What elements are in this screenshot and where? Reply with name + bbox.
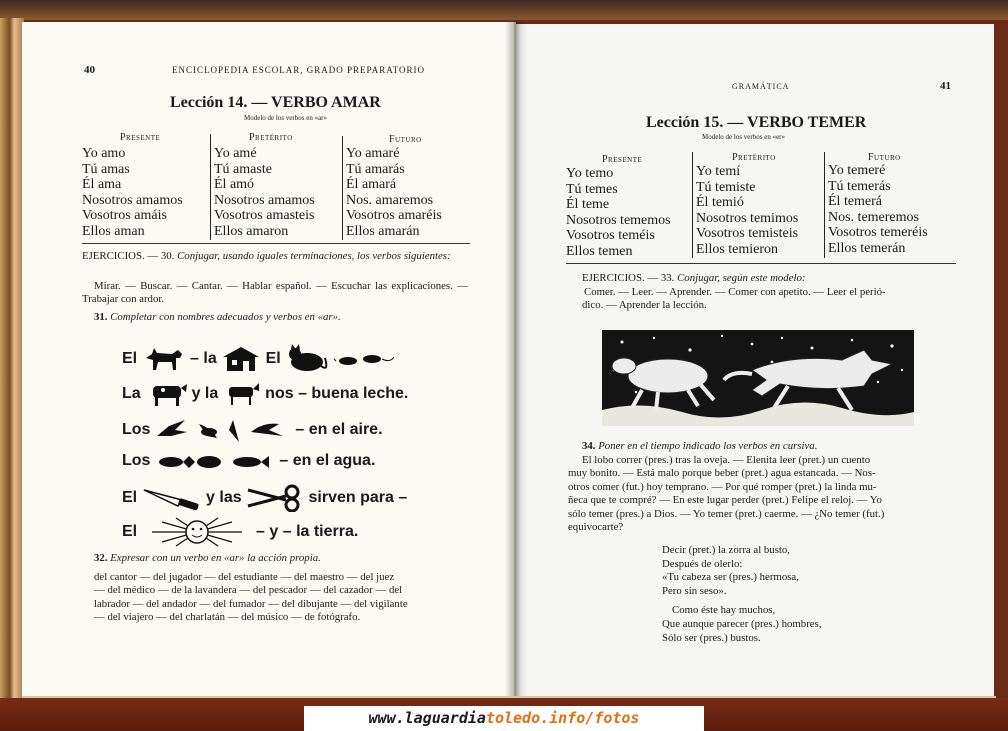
knife-icon (142, 486, 202, 510)
exercise-33-body (582, 286, 962, 313)
column-divider (692, 152, 693, 258)
verb-form: Nosotros amamos (214, 192, 315, 208)
text-line: labrador — del andador — del fumador — del dibujante — del vigilante (94, 597, 408, 610)
rebus-word: Los (122, 452, 151, 470)
poem-line: Pero sin seso». (662, 584, 727, 597)
exercise-30 (82, 250, 468, 263)
poem-line: Sólo ser (pres.) bustos. (662, 631, 761, 644)
verb-form: Nos. temeremos (828, 209, 919, 225)
col-heading-futuro: Futuro (389, 134, 422, 145)
poem-line: Como éste hay muchos, (672, 604, 776, 617)
conjugation-column (566, 166, 671, 260)
column-divider (210, 134, 211, 240)
rebus-word: Los (122, 421, 151, 439)
verb-form: Ellos aman (82, 223, 145, 239)
text-line: del cantor — del jugador — del estudiante — del maestro — del juez (94, 571, 395, 583)
exercise-instruction: Expresar con un verbo en «ar» la acción propia. (110, 552, 321, 564)
verb-form: Ellos amarán (346, 223, 420, 239)
rebus-word: sirven para – (308, 489, 408, 507)
verb-form: Él temió (696, 195, 744, 211)
poem-line: Después de olerlo: (662, 557, 743, 570)
verb-form: Tú amas (82, 161, 130, 177)
verb-form: Yo amo (82, 146, 126, 161)
sun-icon (142, 516, 252, 548)
rebus-word: La (122, 385, 141, 403)
page-number: 40 (84, 64, 95, 76)
exercise-32-body (94, 571, 470, 625)
column-divider (824, 152, 825, 258)
verb-form: Vosotros temisteis (696, 226, 799, 242)
rebus-word: – en el aire. (295, 421, 383, 439)
rebus-word: nos – buena leche. (265, 385, 409, 403)
cow-icon (145, 380, 187, 408)
verb-form: Ellos temerán (828, 240, 906, 256)
verb-form: Yo temo (566, 166, 614, 181)
birds-icon (155, 416, 291, 444)
rebus-row (122, 484, 407, 512)
exercise-number: 34. (582, 440, 596, 452)
exercise-instruction: Conjugar, usando iguales terminaciones, los verbos siguientes: (177, 250, 451, 262)
exercise-30-body: Mirar. — Buscar. — Cantar. — Hablar español. — Escuchar las explicaciones. — Trabajar con ardor. (82, 280, 468, 306)
book-spine-shadow (505, 22, 527, 698)
verb-form: Ellos amaron (214, 223, 289, 239)
left-page (22, 22, 516, 698)
text-line: equivocarte? (568, 521, 624, 534)
verb-form: Vosotros temeréis (828, 225, 928, 241)
page-number: 41 (940, 80, 951, 92)
poem-line: Que aunque parecer (pres.) hombres, (662, 617, 822, 630)
verb-form: Nosotros tememos (566, 212, 671, 228)
conjugation-column (346, 146, 442, 240)
text-line: — del médico — de la lavandera — del pescador — del cazador — del (94, 584, 403, 597)
verb-form: Él amó (214, 177, 255, 193)
exercise-33 (582, 272, 962, 285)
watermark-text-accent: toledo.info/fotos (485, 709, 640, 727)
col-heading-presente: Presente (120, 132, 161, 143)
scissors-icon (246, 484, 304, 512)
cat-icon (285, 344, 329, 374)
verb-form: Vosotros amaréis (346, 208, 442, 224)
fish-icon (155, 450, 275, 472)
col-heading-preterito: Pretérito (249, 132, 293, 143)
verb-form: Ellos temieron (696, 241, 779, 257)
rebus-word: – y – la tierra. (256, 523, 359, 541)
verb-form: Él temerá (828, 194, 883, 210)
rebus-word: – en el agua. (279, 452, 376, 470)
text-line: Comer. — Leer. — Aprender. — Comer con apetito. — Leer el perió- (584, 286, 886, 298)
verb-form: Él teme (566, 197, 610, 213)
lesson-title: Lección 14. — VERBO AMAR (170, 94, 381, 111)
scan-top-edge (0, 0, 1008, 20)
col-heading-futuro: Futuro (868, 152, 901, 163)
exercise-lead: EJERCICIOS. — 30. (82, 250, 175, 262)
col-heading-presente: Presente (602, 154, 643, 165)
poem-line: «Tu cabeza ser (pres.) hermosa, (662, 571, 799, 584)
verb-form: Tú amaste (214, 161, 272, 177)
right-page (516, 24, 994, 696)
exercise-instruction: Poner en el tiempo indicado los verbos en cursiva. (598, 440, 818, 452)
verb-form: Yo temí (696, 164, 741, 179)
text-line: otros comer (fut.) hoy temprano. — Por qué romper (pret.) la linda mu- (568, 480, 877, 493)
verb-form: Vosotros amasteis (214, 208, 315, 224)
poem-line: Decir (pret.) la zorra al busto, (662, 544, 791, 556)
verb-form: Él amará (346, 177, 397, 193)
text-line: sólo temer (pres.) a Dios. — Yo temer (pret.) caerme. — ¿No temer (fut.) (568, 507, 885, 520)
exercise-34 (582, 440, 962, 453)
exercise-31 (94, 311, 470, 324)
verb-form: Tú temerás (828, 178, 891, 194)
conjugation-column (696, 164, 798, 258)
rebus-word: y la (191, 385, 219, 403)
exercise-lead: EJERCICIOS. — 33. (582, 272, 675, 284)
exercise-instruction: Completar con nombres adecuados y verbos en «ar». (110, 311, 341, 323)
wolf-sheep-illustration (602, 330, 914, 426)
verb-form: Él ama (82, 177, 122, 193)
rebus-word: El (122, 523, 138, 541)
verb-form: Vosotros amáis (82, 208, 167, 224)
exercise-instruction: Conjugar, según este modelo: (677, 272, 806, 284)
rebus-word: El (122, 489, 138, 507)
text-line: El lobo correr (pres.) tras la oveja. — Elenita leer (pret.) un cuento (582, 454, 871, 466)
verb-form: Tú temiste (696, 179, 756, 195)
exercise-number: 32. (94, 552, 108, 564)
verb-form: Nos. amaremos (346, 192, 434, 208)
verb-form: Nosotros amamos (82, 192, 183, 208)
running-header: ENCICLOPEDIA ESCOLAR, GRADO PREPARATORIO (172, 65, 426, 75)
rebus-row (122, 450, 375, 472)
goat-icon (223, 381, 261, 407)
exercise-number: 31. (94, 311, 108, 323)
house-icon (221, 345, 261, 373)
mice-icon (334, 349, 394, 369)
verb-form: Yo amé (214, 146, 257, 161)
dog-icon (142, 344, 186, 374)
exercise-32 (94, 552, 470, 565)
running-header: GRAMÁTICA (732, 82, 790, 91)
text-line: dico. — Aprender la lección. (582, 299, 707, 312)
rule (566, 263, 956, 264)
conjugation-column (828, 163, 928, 257)
rebus-word: – la (190, 350, 217, 368)
conjugation-column (82, 146, 183, 240)
col-heading-preterito: Pretérito (732, 152, 776, 163)
book-edge (0, 18, 24, 708)
verb-form: Nosotros temimos (696, 210, 799, 226)
text-line: muy bonito. — Está malo porque beber (pret.) agua estancada. — Nos- (568, 467, 876, 480)
verb-form: Tú amarás (346, 161, 405, 177)
rebus-row (122, 344, 394, 374)
column-divider (342, 136, 343, 240)
watermark-text: www.laguardia (368, 709, 486, 727)
text-line: ñeca que te compré? — En este lugar perder (pret.) Felipe el reloj. — Yo (568, 494, 882, 507)
rebus-row (122, 380, 408, 408)
verb-form: Ellos temen (566, 243, 633, 259)
lesson-title: Lección 15. — VERBO TEMER (646, 114, 867, 131)
rule (82, 243, 470, 244)
rebus-row (122, 416, 383, 444)
rebus-row (122, 516, 358, 548)
conjugation-column (214, 146, 315, 240)
rebus-word: y las (206, 489, 242, 507)
exercise-34-body (568, 454, 962, 534)
lesson-subtitle: Modelo de los verbos en «ar» (244, 114, 328, 122)
lesson-subtitle: Modelo de los verbos en «er» (702, 133, 786, 141)
verb-form: Vosotros teméis (566, 228, 655, 244)
verb-form: Tú temes (566, 181, 618, 197)
verb-form: Yo amaré (346, 146, 400, 161)
poem (662, 544, 821, 645)
verb-form: Yo temeré (828, 163, 886, 178)
text-line: — del viajero — del charlatán — del músico — de fotógrafo. (94, 611, 361, 624)
rebus-word: El (265, 350, 281, 368)
rebus-word: El (122, 350, 138, 368)
watermark (304, 706, 704, 731)
